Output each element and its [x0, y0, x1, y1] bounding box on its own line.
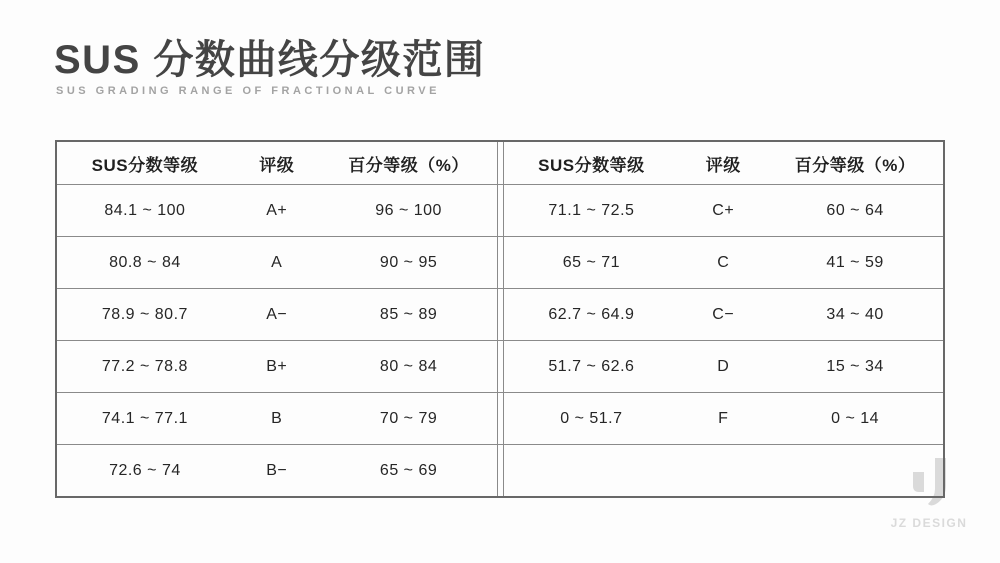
empty-cell	[679, 445, 767, 496]
percentile-cell: 65 ~ 69	[379, 461, 438, 479]
sus-range-cell: 84.1 ~ 100	[104, 201, 186, 219]
grade-cell: C	[717, 253, 730, 271]
percentile-cell: 96 ~ 100	[375, 201, 442, 219]
percentile-cell: 60 ~ 64	[826, 201, 884, 219]
table-row	[57, 288, 943, 340]
percentile-cell: 15 ~ 34	[826, 357, 884, 375]
percentile-cell: 80 ~ 84	[379, 357, 438, 375]
table-divider	[497, 289, 504, 340]
percentile-cell: 34 ~ 40	[826, 305, 884, 323]
percentile-cell: 70 ~ 79	[379, 409, 438, 427]
sus-range-cell: 0 ~ 51.7	[560, 409, 623, 427]
percentile-cell: 85 ~ 89	[379, 305, 438, 323]
table-divider	[497, 237, 504, 288]
grade-cell: D	[717, 357, 730, 375]
sus-range-cell: 51.7 ~ 62.6	[548, 357, 635, 375]
empty-cell	[504, 445, 680, 496]
column-header-grade: 评级	[705, 155, 741, 175]
table-row	[57, 340, 943, 392]
grade-cell: B	[271, 409, 283, 427]
grade-cell: C+	[712, 201, 735, 219]
table-row	[57, 184, 943, 236]
percentile-cell: 90 ~ 95	[379, 253, 438, 271]
table-row	[57, 444, 943, 496]
column-header-sus-range: SUS分数等级	[538, 155, 645, 175]
grade-cell: F	[718, 409, 729, 427]
empty-cell	[767, 445, 943, 496]
page-title: SUS 分数曲线分级范围	[54, 38, 486, 82]
percentile-cell: 41 ~ 59	[826, 253, 884, 271]
table-divider	[497, 142, 504, 184]
sus-range-cell: 71.1 ~ 72.5	[548, 201, 635, 219]
table-divider	[497, 185, 504, 236]
sus-range-cell: 74.1 ~ 77.1	[101, 409, 188, 427]
column-header-percentile: 百分等级（%）	[794, 155, 916, 175]
column-header-percentile: 百分等级（%）	[348, 155, 469, 175]
watermark-text: JZ DESIGN	[890, 516, 968, 530]
grade-cell: B+	[266, 357, 288, 375]
sus-range-cell: 80.8 ~ 84	[109, 253, 181, 271]
table-divider	[497, 445, 504, 496]
column-header-grade: 评级	[259, 155, 295, 175]
grade-cell: A−	[266, 305, 288, 323]
percentile-cell: 0 ~ 14	[831, 409, 880, 427]
column-header-sus-range: SUS分数等级	[91, 155, 199, 175]
table-row	[57, 236, 943, 288]
page-subtitle: SUS GRADING RANGE OF FRACTIONAL CURVE	[56, 85, 440, 97]
sus-range-cell: 72.6 ~ 74	[109, 461, 181, 479]
grade-cell: A	[271, 253, 283, 271]
table-divider	[497, 393, 504, 444]
sus-range-cell: 78.9 ~ 80.7	[101, 305, 188, 323]
sus-range-cell: 62.7 ~ 64.9	[548, 305, 635, 323]
sus-range-cell: 77.2 ~ 78.8	[101, 357, 188, 375]
sus-grading-table	[55, 140, 945, 498]
grade-cell: A+	[266, 201, 288, 219]
table-header-row	[57, 142, 943, 184]
sus-range-cell: 65 ~ 71	[562, 253, 621, 271]
table-divider	[497, 341, 504, 392]
table-row	[57, 392, 943, 444]
grade-cell: B−	[266, 461, 288, 479]
grade-cell: C−	[712, 305, 735, 323]
